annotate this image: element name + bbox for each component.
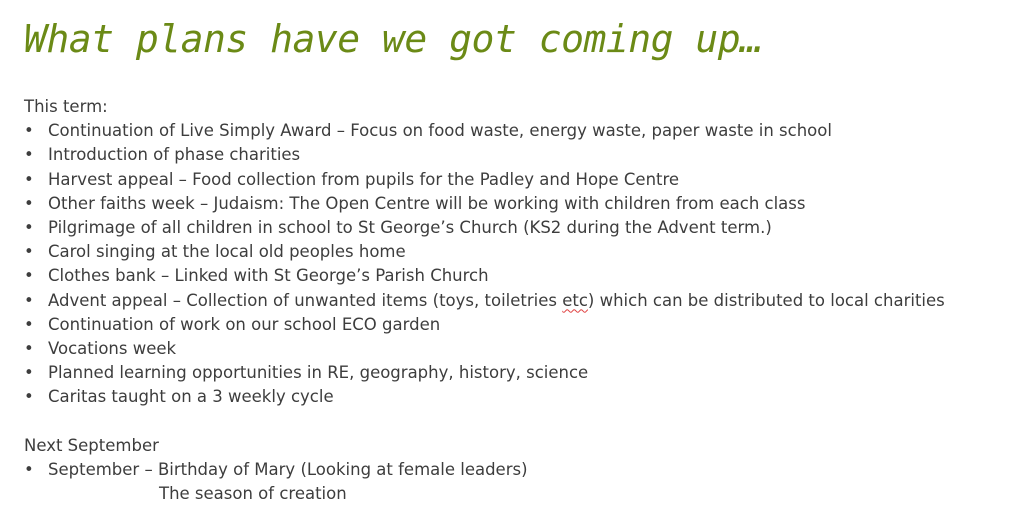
list-item [24,143,1014,167]
list-item-text: Planned learning opportunities in RE, geography, history, science [48,363,589,383]
bullet-icon: • [24,387,34,407]
bullet-icon: • [24,460,34,480]
list-item-text: Carol singing at the local old peoples home [48,242,406,262]
this-term-list [24,119,1014,409]
list-item [24,192,1014,216]
list-item [24,313,1014,337]
list-item-text-before: Advent appeal – Collection of unwanted items (toys, toiletries [48,290,563,310]
list-item-text: Pilgrimage of all children in school to St George’s Church (KS2 during the Advent term.) [48,218,772,238]
list-item-text: Continuation of Live Simply Award – Focus on food waste, energy waste, paper waste in school [48,121,832,141]
list-item-text: September – Birthday of Mary (Looking at female leaders) [48,460,528,480]
list-item [24,119,1014,143]
list-item-text: Clothes bank – Linked with St George’s Parish Church [48,266,489,286]
list-item-continuation: The season of creation [159,484,347,504]
list-item [24,337,1014,361]
list-item [24,240,1014,264]
bullet-icon: • [24,363,34,383]
bullet-icon: • [24,218,34,238]
section-spacer [24,410,1014,434]
list-item-text: Vocations week [48,339,177,359]
list-item-text-after: ) which can be distributed to local charities [587,290,945,310]
next-september-label: Next September [24,435,159,455]
list-item [24,168,1014,192]
slide-title: What plans have we got coming up… [24,17,763,61]
bullet-icon: • [24,242,34,262]
bullet-icon: • [24,169,34,189]
list-item-text: Caritas taught on a 3 weekly cycle [48,387,334,407]
list-item-text [48,291,945,310]
list-item [24,458,1014,482]
list-item-text: Continuation of work on our school ECO garden [48,314,441,334]
spellcheck-flagged-word: etc [562,290,588,310]
bullet-icon: • [24,314,34,334]
bullet-icon: • [24,266,34,286]
list-item-text: Harvest appeal – Food collection from pupils for the Padley and Hope Centre [48,169,680,189]
list-item [24,361,1014,385]
list-item-text: Introduction of phase charities [48,145,301,165]
list-item [24,216,1014,240]
bullet-icon: • [24,145,34,165]
this-term-label: This term: [24,97,108,116]
slide-body [24,95,1014,506]
bullet-icon: • [24,121,34,141]
list-item [24,385,1014,409]
list-item [24,264,1014,288]
next-september-list [24,458,1014,482]
list-item [24,289,1014,313]
bullet-icon: • [24,339,34,359]
list-item-text: Other faiths week – Judaism: The Open Centre will be working with children from each class [48,193,806,213]
bullet-icon: • [24,290,34,310]
bullet-icon: • [24,193,34,213]
